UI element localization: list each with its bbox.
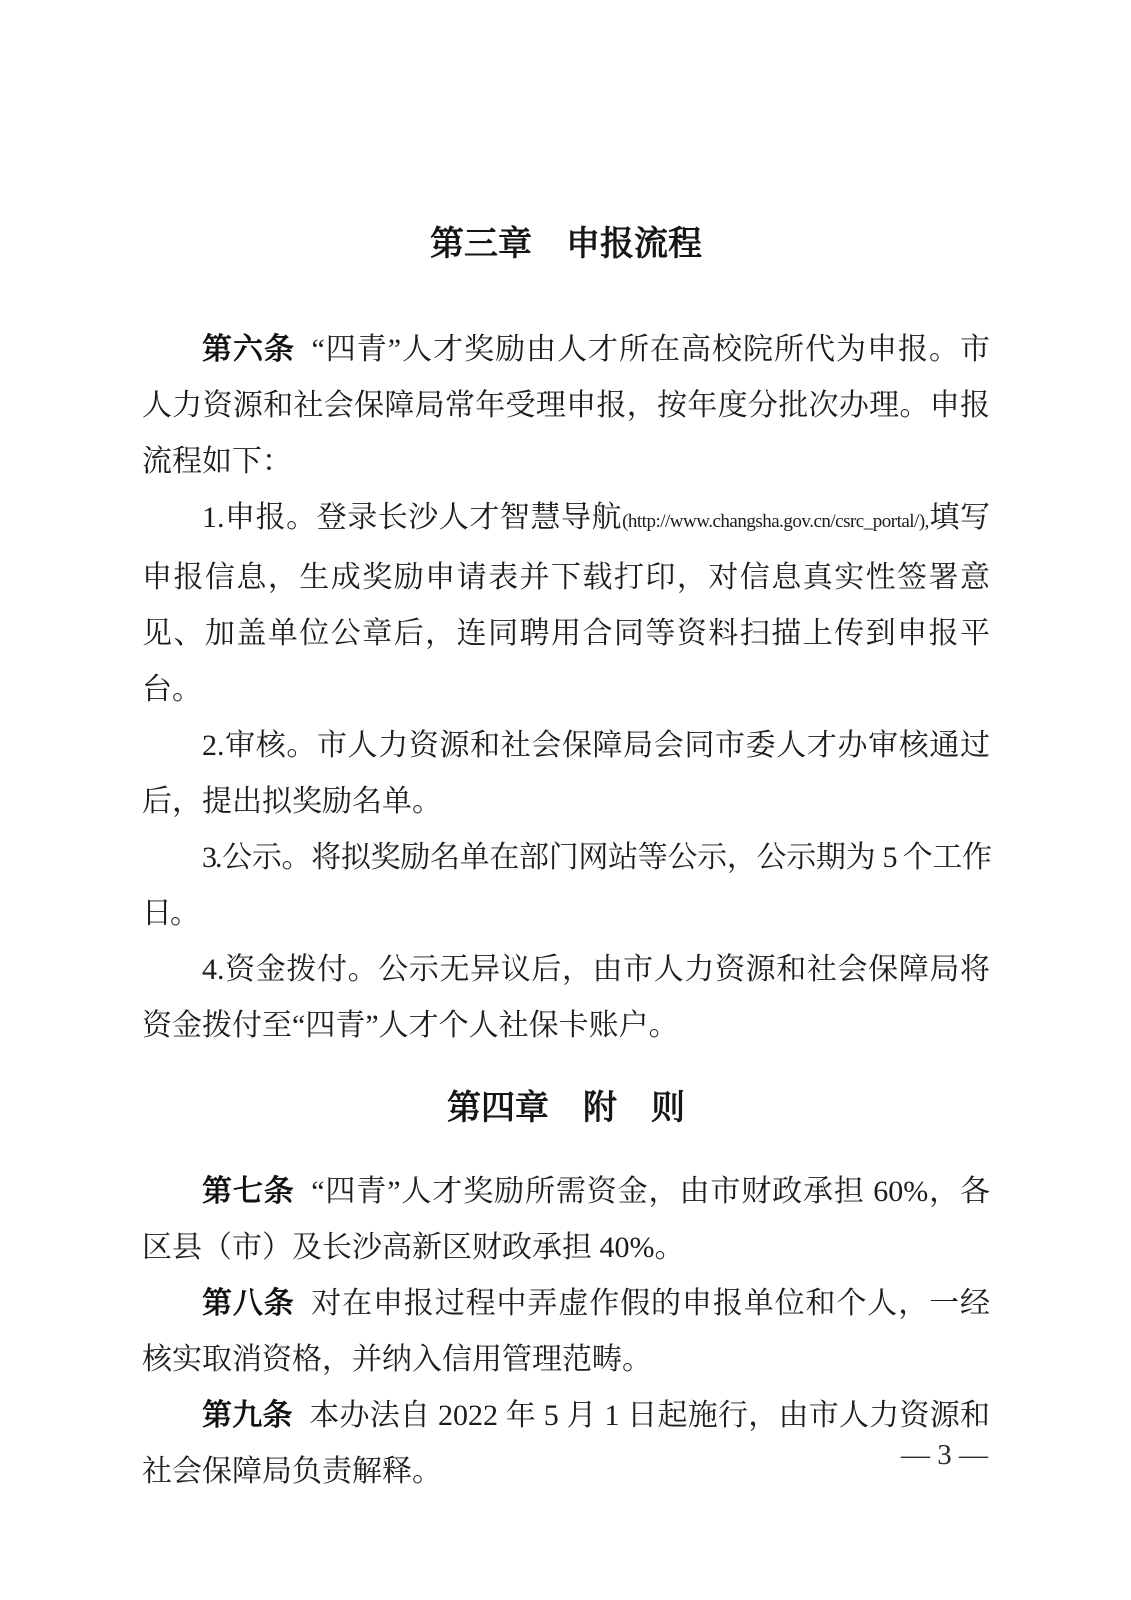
article-9-paragraph (142, 1388, 990, 1500)
article-6-label: 第六条 (202, 333, 295, 366)
step-2-text: 2.审核。市人力资源和社会保障局会同市委人才办审核通过后，提出拟奖励名单。 (142, 729, 990, 818)
chapter-4-heading: 第四章 附 则 (447, 1089, 685, 1127)
step-3-text: 3.公示。将拟奖励名单在部门网站等公示，公示期为 5 个工作日。 (142, 841, 990, 930)
step-4-paragraph (142, 942, 990, 1054)
step-2-paragraph (142, 718, 990, 830)
article-6-text: “四青”人才奖励由人才所在高校院所代为申报。市人力资源和社会保障局常年受理申报，按年度分批次办理。申报流程如下： (142, 333, 990, 478)
article-7-paragraph (142, 1164, 990, 1276)
step-3-paragraph (142, 830, 990, 942)
page-number: — 3 — (901, 1439, 988, 1471)
article-8-text: 对在申报过程中弄虚作假的申报单位和个人，一经核实取消资格，并纳入信用管理范畴。 (142, 1287, 990, 1376)
article-8-label: 第八条 (202, 1287, 295, 1320)
chapter-3-heading: 第三章 申报流程 (430, 225, 702, 263)
article-7-text: “四青”人才奖励所需资金，由市财政承担 60%，各区县（市）及长沙高新区财政承担 40%。 (142, 1175, 990, 1264)
step-4-text: 4.资金拨付。公示无异议后，由市人力资源和社会保障局将资金拨付至“四青”人才个人社保卡账户。 (142, 953, 990, 1042)
step-1-suffix: 填写申报信息，生成奖励申请表并下载打印，对信息真实性签署意见、加盖单位公章后，连同聘用合同等资料扫描上传到申报平台。 (142, 501, 991, 706)
article-9-label: 第九条 (202, 1399, 293, 1432)
article-8-paragraph (142, 1276, 990, 1388)
article-9-text: 本办法自 2022 年 5 月 1 日起施行，由市人力资源和社会保障局负责解释。 (142, 1399, 990, 1488)
step-1-paragraph (142, 490, 990, 718)
article-6-paragraph (142, 322, 990, 490)
step-1-prefix: 1.申报。登录长沙人才智慧导航 (202, 501, 623, 534)
article-7-label: 第七条 (202, 1175, 295, 1208)
document-content (142, 222, 990, 1500)
portal-url-text: (http://www.changsha.gov.cn/csrc_portal/), (622, 511, 929, 532)
